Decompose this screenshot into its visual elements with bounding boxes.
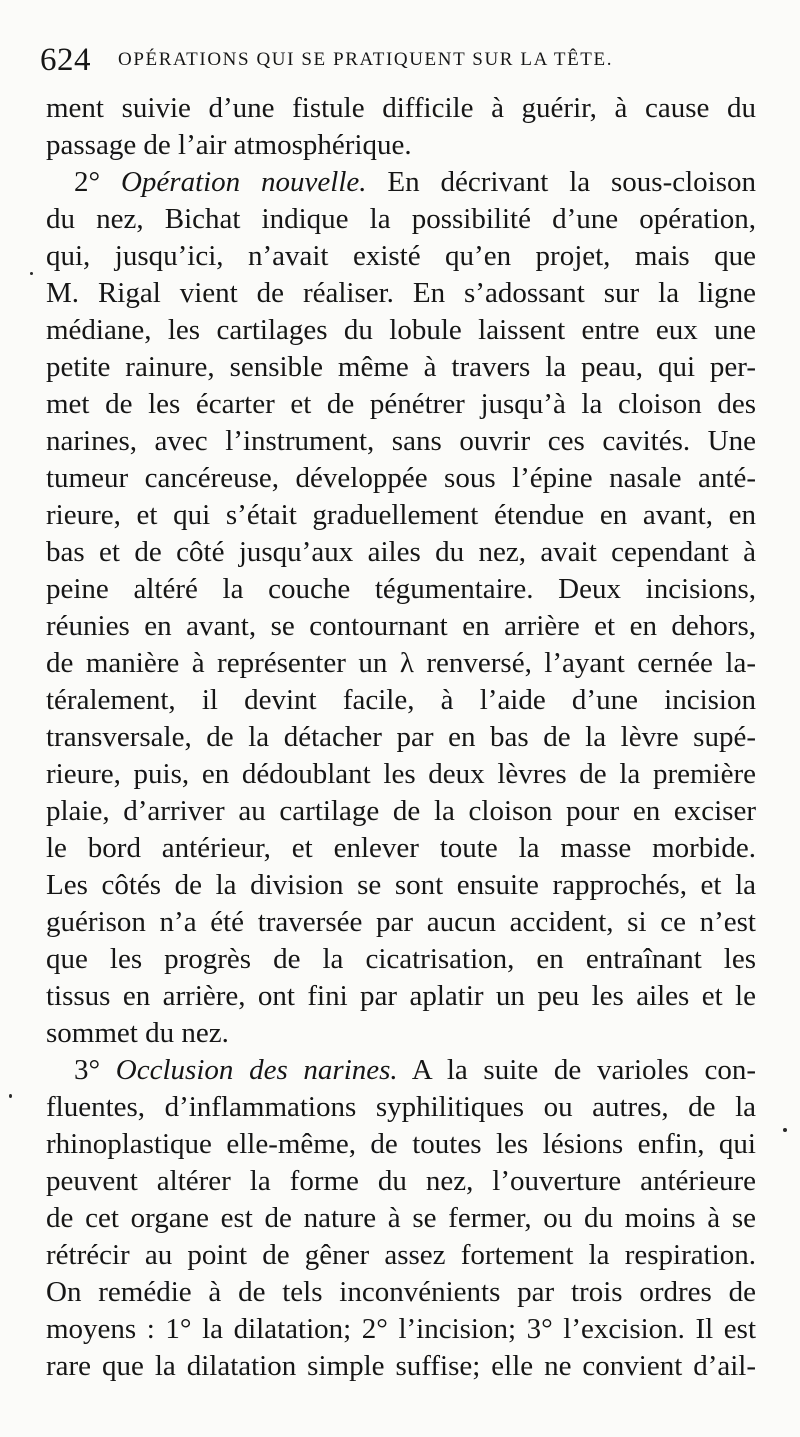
text-line: bas et de côté jusqu’aux ailes du nez, avait cependant à	[46, 536, 756, 568]
running-head	[40, 38, 760, 82]
text-line: ment suivie d’une fistule difficile à guérir, à cause du	[46, 92, 756, 124]
section-heading-line	[46, 1052, 756, 1089]
text-line: peine altéré la couche tégumentaire. Deux incisions,	[46, 573, 756, 605]
section-number: 2°	[74, 166, 121, 198]
text-line: guérison n’a été traversée par aucun accident, si ce n’est	[46, 906, 756, 938]
text-line: moyens : 1° la dilatation; 2° l’incision; 3° l’excision. Il est	[46, 1313, 756, 1345]
text-line: rare que la dilatation simple suffise; elle ne convient d’ail-	[46, 1350, 756, 1382]
page-number: 624	[40, 42, 91, 78]
text-line: petite rainure, sensible même à travers la peau, qui per-	[46, 351, 756, 383]
text-line: tumeur cancéreuse, développée sous l’épine nasale anté-	[46, 462, 756, 494]
text-line: qui, jusqu’ici, n’avait existé qu’en projet, mais que	[46, 240, 756, 272]
section-title: Occlusion des narines.	[115, 1054, 398, 1086]
text-line: de cet organe est de nature à se fermer, ou du moins à se	[46, 1202, 756, 1234]
text-line: fluentes, d’inflammations syphilitiques ou autres, de la	[46, 1091, 756, 1123]
running-title: OPÉRATIONS QUI SE PRATIQUENT SUR LA TÊTE.	[118, 49, 614, 70]
text-line: médiane, les cartilages du lobule laissent entre eux une	[46, 314, 756, 346]
text-line: que les progrès de la cicatrisation, en entraînant les	[46, 943, 756, 975]
ink-speck	[9, 1094, 12, 1098]
text-fragment: En décrivant la sous-cloison	[366, 166, 756, 198]
text-line: rétrécir au point de gêner assez fortement la respiration.	[46, 1239, 756, 1271]
section-heading-line	[46, 164, 756, 201]
text-line: passage de l’air atmosphérique.	[46, 129, 412, 161]
text-line: le bord antérieur, et enlever toute la masse morbide.	[46, 832, 756, 864]
body-text	[46, 90, 756, 1385]
text-line: rhinoplastique elle-même, de toutes les lésions enfin, qui	[46, 1128, 756, 1160]
text-line: met de les écarter et de pénétrer jusqu’à la cloison des	[46, 388, 756, 420]
text-line: du nez, Bichat indique la possibilité d’une opération,	[46, 203, 756, 235]
text-line: sommet du nez.	[46, 1017, 229, 1049]
ink-speck	[783, 1128, 787, 1132]
text-line: transversale, de la détacher par en bas de la lèvre supé-	[46, 721, 756, 753]
text-line: Les côtés de la division se sont ensuite rapprochés, et la	[46, 869, 756, 901]
text-line: M. Rigal vient de réaliser. En s’adossant sur la ligne	[46, 277, 756, 309]
text-line: téralement, il devint facile, à l’aide d’une incision	[46, 684, 756, 716]
text-line: réunies en avant, se contournant en arrière et en dehors,	[46, 610, 756, 642]
section-number: 3°	[74, 1054, 116, 1086]
text-line: de manière à représenter un λ renversé, l’ayant cernée la-	[46, 647, 756, 679]
text-fragment: A la suite de varioles con-	[397, 1054, 756, 1086]
text-line: peuvent altérer la forme du nez, l’ouverture antérieure	[46, 1165, 756, 1197]
text-line: On remédie à de tels inconvénients par trois ordres de	[46, 1276, 756, 1308]
text-line: tissus en arrière, ont fini par aplatir un peu les ailes et le	[46, 980, 756, 1012]
text-line: narines, avec l’instrument, sans ouvrir ces cavités. Une	[46, 425, 756, 457]
ink-speck	[30, 272, 33, 275]
section-title: Opération nouvelle.	[120, 166, 367, 198]
text-line: rieure, puis, en dédoublant les deux lèvres de la première	[46, 758, 756, 790]
text-line: rieure, et qui s’était graduellement étendue en avant, en	[46, 499, 756, 531]
text-line: plaie, d’arriver au cartilage de la cloison pour en exciser	[46, 795, 756, 827]
